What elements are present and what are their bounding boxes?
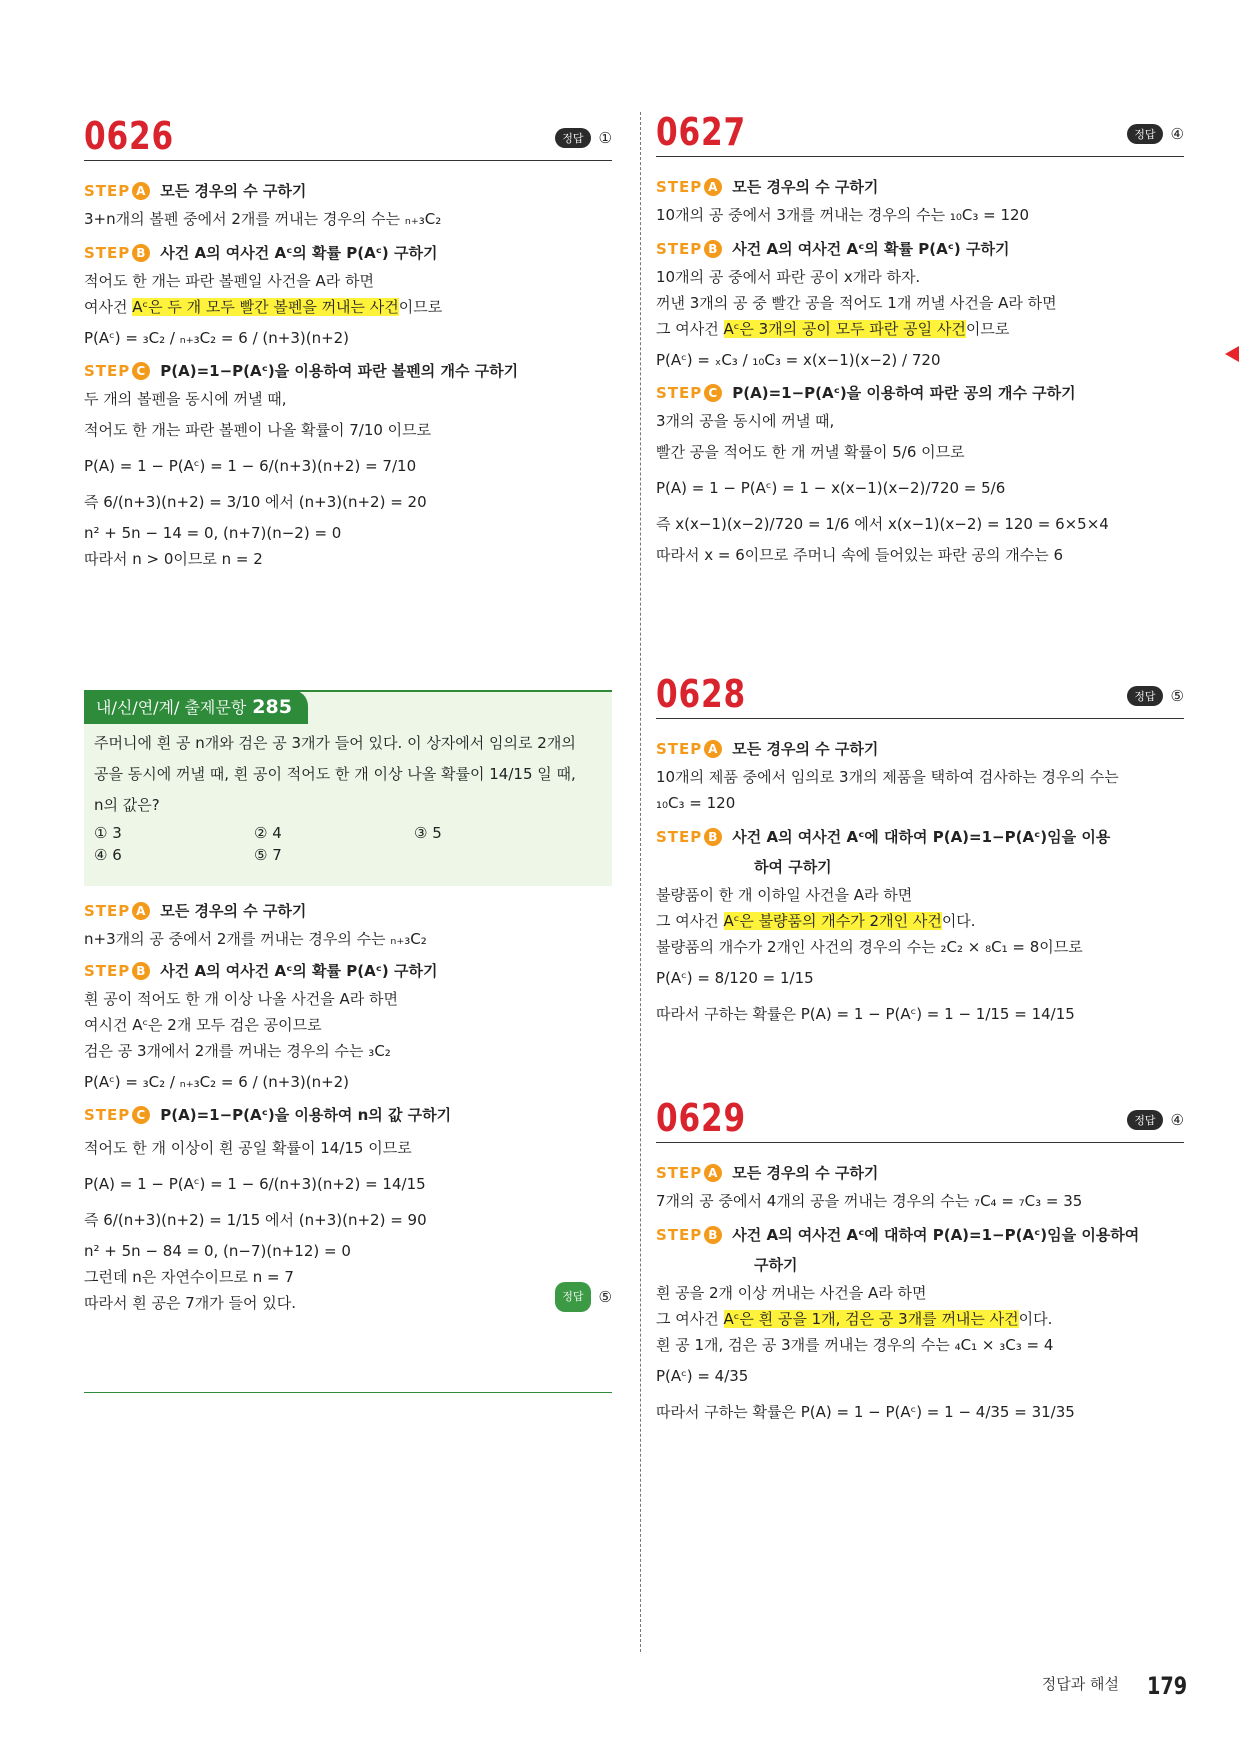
formula-line: P(Aᶜ) = ₃C₂ / ₙ₊₃C₂ = 6 / (n+3)(n+2): [84, 329, 350, 347]
step-b-heading: STEP B 사건 A의 여사건 Aᶜ에 대하여 P(A)=1−P(Aᶜ)임을 이용하여: [656, 1226, 1140, 1244]
answer-choice: ⑤: [598, 1288, 612, 1306]
text-line: 흰 공이 적어도 한 개 이상 나올 사건을 A라 하면: [84, 990, 398, 1008]
formula-line: P(Aᶜ) = ₃C₂ / ₙ₊₃C₂ = 6 / (n+3)(n+2): [84, 1073, 350, 1091]
solution-285: [84, 896, 612, 1316]
text-line: 3+n개의 볼펜 중에서 2개를 꺼내는 경우의 수는 ₙ₊₃C₂: [84, 210, 442, 228]
text-line: 여사건 Aᶜ은 두 개 모두 빨간 볼펜을 꺼내는 사건이므로: [84, 298, 443, 316]
column-divider: [640, 112, 641, 1652]
question-line: n의 값은?: [94, 796, 160, 814]
text-line: 따라서 x = 6이므로 주머니 속에 들어있는 파란 공의 개수는 6: [656, 546, 1063, 564]
text-line: 적어도 한 개는 파란 볼펜일 사건을 A라 하면: [84, 272, 374, 290]
text-line: 불량품의 개수가 2개인 사건의 경우의 수는 ₂C₂ × ₈C₁ = 8이므로: [656, 938, 1083, 956]
text-line: 검은 공 3개에서 2개를 꺼내는 경우의 수는 ₃C₂: [84, 1042, 391, 1060]
problem-header-0627: [656, 106, 1184, 157]
choice-1: ① 3: [94, 824, 122, 842]
step-b-heading: STEP B 사건 A의 여사건 Aᶜ의 확률 P(Aᶜ) 구하기: [656, 240, 1010, 258]
step-b-heading: STEP B 사건 A의 여사건 Aᶜ에 대하여 P(A)=1−P(Aᶜ)임을 이용: [656, 828, 1111, 846]
solution-0629: [656, 1158, 1184, 1430]
highlighted-text: Aᶜ은 불량품의 개수가 2개인 사건: [723, 912, 942, 930]
problem-header-0628: [656, 668, 1184, 719]
highlighted-text: Aᶜ은 3개의 공이 모두 파란 공일 사건: [723, 320, 966, 338]
question-line: 주머니에 흰 공 n개와 검은 공 3개가 들어 있다. 이 상자에서 임의로 2개의: [94, 734, 576, 752]
formula-line: 즉 x(x−1)(x−2)/720 = 1/6 에서 x(x−1)(x−2) = 120 = 6×5×4: [656, 515, 1109, 533]
text-line: ₁₀C₃ = 120: [656, 794, 736, 812]
problem-header-0629: [656, 1092, 1184, 1143]
answer-box: [1127, 124, 1184, 144]
choice-4: ④ 6: [94, 846, 122, 864]
section-end-rule: [84, 1392, 612, 1393]
footer-label: 정답과 해설: [1041, 1675, 1119, 1693]
step-a-heading: STEP A 모든 경우의 수 구하기: [656, 1164, 879, 1182]
text-line: 꺼낸 3개의 공 중 빨간 공을 적어도 1개 꺼낼 사건을 A라 하면: [656, 294, 1057, 312]
problem-number: 0629: [656, 1096, 747, 1140]
answer-choice: ④: [1170, 125, 1184, 143]
step-a-heading: STEP A 모든 경우의 수 구하기: [84, 182, 307, 200]
formula-line: P(A) = 1 − P(Aᶜ) = 1 − 6/(n+3)(n+2) = 14/15: [84, 1175, 426, 1193]
answer-choices: [94, 824, 602, 864]
answer-badge: 정답: [1127, 124, 1162, 144]
formula-line: P(Aᶜ) = ₓC₃ / ₁₀C₃ = x(x−1)(x−2) / 720: [656, 351, 941, 369]
solution-0628: [656, 734, 1184, 1032]
text-line: 7개의 공 중에서 4개의 공을 꺼내는 경우의 수는 ₇C₄ = ₇C₃ = 35: [656, 1192, 1083, 1210]
text-line: 불량품이 한 개 이하일 사건을 A라 하면: [656, 886, 913, 904]
answer-badge: 정답: [555, 128, 590, 148]
answer-choice: ④: [1170, 1111, 1184, 1129]
formula-line: n² + 5n − 84 = 0, (n−7)(n+12) = 0: [84, 1242, 351, 1260]
choice-5: ⑤ 7: [254, 846, 282, 864]
formula-line: n² + 5n − 14 = 0, (n+7)(n−2) = 0: [84, 524, 342, 542]
page-edge-tab: [1225, 346, 1239, 362]
step-a-heading: STEP A 모든 경우의 수 구하기: [84, 902, 307, 920]
highlighted-text: Aᶜ은 흰 공을 1개, 검은 공 3개를 꺼내는 사건: [723, 1310, 1019, 1328]
formula-line: 즉 6/(n+3)(n+2) = 3/10 에서 (n+3)(n+2) = 20: [84, 493, 427, 511]
text-line: 그 여사건 Aᶜ은 흰 공을 1개, 검은 공 3개를 꺼내는 사건이다.: [656, 1310, 1053, 1328]
answer-badge: 정답: [555, 1282, 590, 1312]
text-line: 따라서 흰 공은 7개가 들어 있다. 정답 ⑤: [84, 1290, 612, 1316]
formula-line: P(A) = 1 − P(Aᶜ) = 1 − x(x−1)(x−2)/720 = 5/6: [656, 479, 1006, 497]
step-a-heading: STEP A 모든 경우의 수 구하기: [656, 740, 879, 758]
text-line: 적어도 한 개 이상이 흰 공일 확률이 14/15 이므로: [84, 1139, 412, 1157]
text-line: 따라서 n > 0이므로 n = 2: [84, 550, 263, 568]
text-line: n+3개의 공 중에서 2개를 꺼내는 경우의 수는 ₙ₊₃C₂: [84, 930, 427, 948]
text-line: 10개의 제품 중에서 임의로 3개의 제품을 택하여 검사하는 경우의 수는: [656, 768, 1119, 786]
step-c-heading: STEP C P(A)=1−P(Aᶜ)을 이용하여 파란 볼펜의 개수 구하기: [84, 362, 519, 380]
text-line: 10개의 공 중에서 파란 공이 x개라 하자.: [656, 268, 921, 286]
problem-header-0626: [84, 110, 612, 161]
text-line: 그 여사건 Aᶜ은 3개의 공이 모두 파란 공일 사건이므로: [656, 320, 1010, 338]
solution-0627: [656, 172, 1184, 568]
solution-0626: [84, 176, 612, 572]
related-exam-question: [94, 730, 602, 864]
text-line: 두 개의 볼펜을 동시에 꺼낼 때,: [84, 390, 287, 408]
text-line: 그 여사건 Aᶜ은 불량품의 개수가 2개인 사건이다.: [656, 912, 976, 930]
page-number: 179: [1146, 1672, 1187, 1700]
step-b-heading-cont: 구하기: [754, 1256, 798, 1274]
text-line: 여시건 Aᶜ은 2개 모두 검은 공이므로: [84, 1016, 322, 1034]
step-c-heading: STEP C P(A)=1−P(Aᶜ)을 이용하여 파란 공의 개수 구하기: [656, 384, 1076, 402]
formula-line: P(A) = 1 − P(Aᶜ) = 1 − 6/(n+3)(n+2) = 7/10: [84, 457, 417, 475]
question-line: 공을 동시에 꺼낼 때, 흰 공이 적어도 한 개 이상 나올 확률이 14/15 일 때,: [94, 765, 576, 783]
answer-box: [555, 1282, 612, 1312]
formula-line: P(Aᶜ) = 8/120 = 1/15: [656, 969, 814, 987]
answer-choice: ①: [598, 129, 612, 147]
problem-number: 0628: [656, 672, 747, 716]
text-line: 빨간 공을 적어도 한 개 꺼낼 확률이 5/6 이므로: [656, 443, 965, 461]
answer-box: [555, 128, 612, 148]
text-line: 3개의 공을 동시에 꺼낼 때,: [656, 412, 835, 430]
formula-line: P(Aᶜ) = 4/35: [656, 1367, 749, 1385]
choice-3: ③ 5: [414, 824, 442, 842]
text-line: 흰 공 1개, 검은 공 3개를 꺼내는 경우의 수는 ₄C₁ × ₃C₃ = 4: [656, 1336, 1054, 1354]
problem-number: 0626: [84, 114, 175, 158]
text-line: 흰 공을 2개 이상 꺼내는 사건을 A라 하면: [656, 1284, 927, 1302]
step-b-heading: STEP B 사건 A의 여사건 Aᶜ의 확률 P(Aᶜ) 구하기: [84, 962, 438, 980]
step-b-heading-cont: 하여 구하기: [754, 858, 832, 876]
answer-badge: 정답: [1127, 686, 1162, 706]
step-b-heading: STEP B 사건 A의 여사건 Aᶜ의 확률 P(Aᶜ) 구하기: [84, 244, 438, 262]
formula-line: 즉 6/(n+3)(n+2) = 1/15 에서 (n+3)(n+2) = 90: [84, 1211, 427, 1229]
related-exam-label: 내/신/연/계/ 출제문항 285: [84, 690, 308, 724]
answer-box: [1127, 686, 1184, 706]
highlighted-text: Aᶜ은 두 개 모두 빨간 볼펜을 꺼내는 사건: [132, 298, 399, 316]
text-line: 그런데 n은 자연수이므로 n = 7: [84, 1268, 294, 1286]
formula-line: 따라서 구하는 확률은 P(A) = 1 − P(Aᶜ) = 1 − 4/35 = 31/35: [656, 1403, 1075, 1421]
step-a-heading: STEP A 모든 경우의 수 구하기: [656, 178, 879, 196]
formula-line: 따라서 구하는 확률은 P(A) = 1 − P(Aᶜ) = 1 − 1/15 = 14/15: [656, 1005, 1075, 1023]
text-line: 적어도 한 개는 파란 볼펜이 나올 확률이 7/10 이므로: [84, 421, 432, 439]
answer-badge: 정답: [1127, 1110, 1162, 1130]
related-exam-problem-box: [84, 690, 612, 886]
step-c-heading: STEP C P(A)=1−P(Aᶜ)을 이용하여 n의 값 구하기: [84, 1106, 452, 1124]
answer-choice: ⑤: [1170, 687, 1184, 705]
answer-box: [1127, 1110, 1184, 1130]
text-line: 10개의 공 중에서 3개를 꺼내는 경우의 수는 ₁₀C₃ = 120: [656, 206, 1030, 224]
problem-number: 0627: [656, 110, 747, 154]
choice-2: ② 4: [254, 824, 282, 842]
